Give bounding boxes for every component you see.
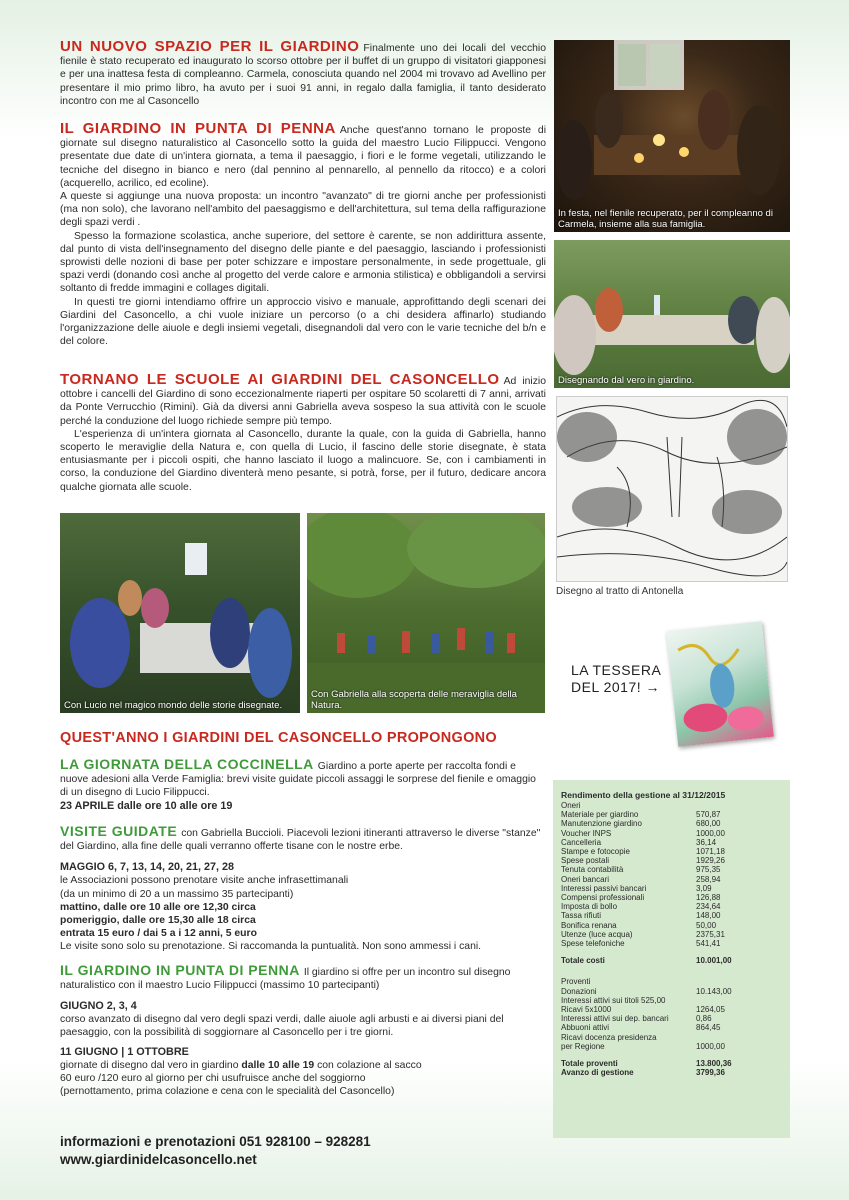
event-line: 60 euro /120 euro al giorno per chi usufruisce anche del soggiorno	[60, 1073, 366, 1085]
avanzo-value: 3799,36	[696, 1068, 725, 1078]
row-value: 3,09	[696, 883, 712, 893]
table-row	[561, 911, 725, 920]
row-value: 1071,18	[696, 847, 725, 857]
paragraph: L'esperienza di un'intera giornata al Casoncello, durante la quale, con la guida di Gabriella, hanno scoperto le meraviglie della Natura e, con quella di Lucio, il fascino delle storie disegnate, è stata entusiasmante per i piccoli ospiti, che hanno lasciato il luogo a malincuore. Se, con i cambiamenti in corso, la conduzione del Giardino diventerà meno pesante, si potrà, forse, per il futuro, dedicare ancora qualche giornata alle scuole.	[60, 428, 546, 493]
totale-proventi-rows	[561, 1059, 732, 1077]
totale-costi-value: 10.001,00	[696, 956, 732, 966]
event-line: giornate di disegno dal vero in giardino	[60, 1059, 239, 1071]
row-value: 2375,31	[696, 929, 725, 939]
contact-block	[60, 1133, 371, 1169]
section-new-space	[60, 40, 546, 108]
row-value: 570,87	[696, 810, 721, 820]
program-section	[60, 730, 546, 1098]
table-row	[561, 1042, 732, 1051]
row-label: Abbuoni attivi	[561, 1023, 610, 1033]
row-value: 1264,05	[696, 1005, 725, 1015]
event-date: 23 APRILE dalle ore 10 alle ore 19	[60, 799, 233, 812]
paragraph: Ad inizio ottobre i cancelli del Giardino di sono eccezionalmente riaperti per ospitare 50 scolaretti di 7 anni, arrivati da Ponte Verrucchio (Rimini). Già da diversi anni Gabriella aveva sospeso la sua attività con le scuole perché la conduzione del luogo richiede sempre più tempo.	[60, 376, 546, 427]
row-value: 0,86	[696, 1014, 712, 1024]
row-value: 541,41	[696, 939, 721, 949]
row-label: Ricavi 5x1000	[561, 1005, 612, 1015]
row-value	[696, 1033, 732, 1042]
table-row	[561, 996, 732, 1005]
row-label: Cancelleria	[561, 837, 602, 847]
event-date: 11 GIUGNO | 1 OTTOBRE	[60, 1045, 189, 1058]
table-row	[561, 902, 725, 911]
row-value: 258,94	[696, 874, 721, 884]
table-row	[561, 1014, 732, 1023]
row-value: 1000,00	[696, 828, 725, 838]
totale-proventi-value: 13.800,36	[696, 1059, 732, 1069]
contact-phone: informazioni e prenotazioni 051 928100 – 928281	[60, 1134, 371, 1149]
row-value: 148,00	[696, 911, 721, 921]
row-label: Voucher INPS	[561, 828, 612, 838]
table-row	[561, 930, 725, 939]
row-value: 126,88	[696, 893, 721, 903]
row-label: Interessi passivi bancari	[561, 883, 647, 893]
row-label: Spese telefoniche	[561, 939, 625, 949]
party-photo	[554, 40, 790, 232]
paragraph: A queste si aggiunge una nuova proposta: un incontro "avanzato" di tre giorni anche per professionisti (ma non solo), che lavorano nell'ambito del paesaggismo e dell'architettura, sul tema della raffigurazione degli spazi verdi .	[60, 191, 546, 229]
event-title: IL GIARDINO IN PUNTA DI PENNA	[60, 961, 300, 978]
row-label: Utenze (luce acqua)	[561, 929, 633, 939]
row-value: 234,64	[696, 902, 721, 912]
row-label: Compensi professionali	[561, 893, 645, 903]
table-row	[561, 884, 725, 893]
row-label: Tassa rifiuti	[561, 911, 602, 921]
photo-caption: In festa, nel fienile recuperato, per il compleanno di Carmela, insieme alla sua famiglia.	[558, 208, 773, 230]
section-schools	[60, 373, 546, 494]
photo-graphic	[554, 40, 790, 232]
drawing-graphic	[557, 397, 787, 581]
row-label: Oneri bancari	[561, 874, 610, 884]
table-row	[561, 838, 725, 847]
event-body: con Gabriella Buccioli. Piacevoli lezioni itineranti attraverso le diverse "stanze" del Giardino, alla fine delle quali verranno offerte tisane con le nostre erbe.	[60, 827, 541, 853]
table-row	[561, 865, 725, 874]
event-body: Il giardino si offre per un incontro sul disegno naturalistico con il maestro Lucio Filippucci (massimo 10 partecipanti)	[60, 966, 511, 991]
table-row	[561, 875, 725, 884]
photo-graphic	[554, 240, 790, 388]
paragraph: Spesso la formazione scolastica, anche superiore, del settore è carente, se non addirittura assente, dal punto di vista dell'insegnamento del disegno delle piante e del paesaggio, lasciando i professionisti sprowisti delle nozioni di base per poter schizzare e impostare personalmente, in sede progettuale, gli spazi verdi (donando così anche al progetto del verde calore e armonia stilistica) e obbligandoli a servirsi soltanto di fredde immagini e collages digitali.	[60, 230, 546, 295]
program-heading: QUEST'ANNO I GIARDINI DEL CASONCELLO PROPONGONO	[60, 730, 497, 746]
photo-caption: Con Lucio nel magico mondo delle storie disegnate.	[64, 700, 283, 711]
event-line: Le visite sono solo su prenotazione. Si raccomanda la puntualità. Non sono ammessi i cani.	[60, 941, 482, 953]
row-label: per Regione	[561, 1041, 605, 1051]
membership-card-image	[666, 621, 774, 746]
event-line: pomeriggio, dalle ore 15,30 alle 18 circa	[60, 915, 256, 927]
photo-graphic	[307, 513, 545, 713]
proventi-label: Proventi	[561, 977, 591, 987]
table-row	[561, 1005, 732, 1014]
drawing-caption: Disegno al tratto di Antonella	[556, 586, 684, 597]
table-row	[561, 987, 732, 996]
card-graphic	[666, 621, 774, 746]
row-value: 50,00	[696, 920, 717, 930]
event-line: entrata 15 euro / dai 5 a i 12 anni, 5 euro	[60, 928, 257, 940]
nature-walk-photo	[307, 513, 545, 713]
section-body: Finalmente uno dei locali del vecchio fienile è stato recuperato ed inaugurato lo scorso ottobre per il buffet di un gruppo di visitatori giapponesi e per una inattesa festa di compleanno. Carmela, conosciuta quando nel 2004 mi trovavo ad Avellino per presentare il mio primo libro, ha avuto per i suoi 91 anni, in regalo dalla famiglia, il tanto desiderato incontro con me al Casoncello	[60, 43, 547, 107]
event-date: MAGGIO 6, 7, 13, 14, 20, 21, 27, 28	[60, 861, 235, 874]
event-title: VISITE GUIDATE	[60, 822, 178, 839]
row-label: Materiale per giardino	[561, 810, 639, 820]
tessera-label: LA TESSERA DEL 2017! →	[571, 662, 661, 695]
event-date: GIUGNO 2, 3, 4	[60, 1000, 137, 1013]
row-label: Stampe e fotocopie	[561, 847, 630, 857]
row-label: Interessi attivi sui titoli 525,00	[561, 995, 666, 1005]
contact-website[interactable]: www.giardinidelcasoncello.net	[60, 1152, 257, 1167]
event-time: dalle 10 alle 19	[241, 1059, 315, 1071]
row-value: 680,00	[696, 819, 721, 829]
row-label: Tenuta contabilità	[561, 865, 624, 875]
row-value: 864,45	[696, 1023, 721, 1033]
event-line: corso avanzato di disegno dal vero degli spazi verdi, dalle aiuole agli arbusti e ai diversi piani del paesaggio, con la possibilità di soggiornare al Casoncello per i tre giorni.	[60, 1014, 504, 1039]
table-row	[561, 829, 725, 838]
event-body: Giardino a porte aperte per raccolta fondi e nuove adesioni alla Verde Famiglia: brevi visite guidate piccoli assaggi le sorprese del fienile e omaggio di un disegno di Lucio Filippucci.	[60, 761, 536, 799]
table-row	[561, 1023, 732, 1032]
kids-drawing-photo	[60, 513, 300, 713]
photo-caption: Con Gabriella alla scoperta delle meraviglia della Natura.	[311, 689, 517, 711]
ink-drawing	[556, 396, 788, 582]
row-label: Imposta di bollo	[561, 902, 618, 912]
totale-costi-label: Totale costi	[561, 956, 605, 966]
paragraph: In questi tre giorni intendiamo offrire un approccio visivo e manuale, approfittando degli scenari dei Giardini del Casoncello, a chi vuole iniziare un percorso (o a chi desidera affinarlo) studiando l'organizzazione delle aiuole e degli insiemi vegetali, disegnandoli dal vero con le varie tecniche del b/n e del colore.	[60, 296, 546, 348]
event-line: (pernottamento, prima colazione e cena con le specialità del Casoncello)	[60, 1086, 395, 1098]
row-value: 36,14	[696, 837, 717, 847]
row-label: Spese postali	[561, 856, 610, 866]
event-line: (da un minimo di 20 a un massimo 35 partecipanti)	[60, 888, 294, 900]
row-label: Ricavi docenza presidenza	[561, 1032, 657, 1042]
event-line: mattino, dalle ore 10 alle ore 12,30 circa	[60, 901, 256, 913]
row-label: Manutenzione giardino	[561, 819, 642, 829]
section-title: UN NUOVO SPAZIO PER IL GIARDINO	[60, 38, 360, 55]
photo-graphic	[60, 513, 300, 713]
oneri-table	[561, 810, 725, 948]
row-value	[696, 996, 732, 1005]
garden-drawing-photo	[554, 240, 790, 388]
oneri-label: Oneri	[561, 801, 581, 810]
avanzo-label: Avanzo di gestione	[561, 1068, 634, 1078]
photo-caption: Disegnando dal vero in giardino.	[558, 375, 695, 386]
table-row	[561, 1033, 732, 1042]
table-row	[561, 856, 725, 865]
row-value: 1000,00	[696, 1041, 725, 1051]
section-drawing-course	[60, 122, 546, 348]
row-value: 10.143,00	[696, 986, 732, 996]
section-title: TORNANO LE SCUOLE AI GIARDINI DEL CASONCELLO	[60, 371, 500, 388]
section-title: IL GIARDINO IN PUNTA DI PENNA	[60, 120, 336, 137]
paragraph: Anche quest'anno tornano le proposte di giornate sul disegno naturalistico al Casoncello sotto la guida del maestro Lucio Filippucci. Vengono presentate due date di un'intera giornata, a tema il paesaggio, i fiori e le forme vegetali, utilizzando le tecniche del disegno in bianco e nero (dal pennino al pennarello, al pennello da ritocco) e a colori (acquerello, acrilico, ed ecoline).	[60, 125, 547, 189]
row-label: Donazioni	[561, 986, 597, 996]
totale-proventi-label: Totale proventi	[561, 1059, 618, 1069]
event-line: con colazione al sacco	[317, 1059, 422, 1071]
row-value: 975,35	[696, 865, 721, 875]
report-title: Rendimento della gestione al 31/12/2015	[561, 790, 726, 800]
totale-costi-row	[561, 956, 732, 965]
row-label: Bonifica renana	[561, 920, 617, 930]
event-title: LA GIORNATA DELLA COCCINELLA	[60, 756, 314, 772]
financial-report	[553, 780, 790, 1138]
table-row	[561, 939, 725, 948]
table-row	[561, 810, 725, 819]
table-row	[561, 921, 725, 930]
table-row	[561, 893, 725, 902]
event-line: le Associazioni possono prenotare visite anche infrasettimanali	[60, 875, 349, 887]
row-label: Interessi attivi sui dep. bancari	[561, 1014, 669, 1024]
table-row	[561, 847, 725, 856]
row-value: 1929,26	[696, 856, 725, 866]
proventi-table	[561, 987, 732, 1051]
table-row	[561, 819, 725, 828]
